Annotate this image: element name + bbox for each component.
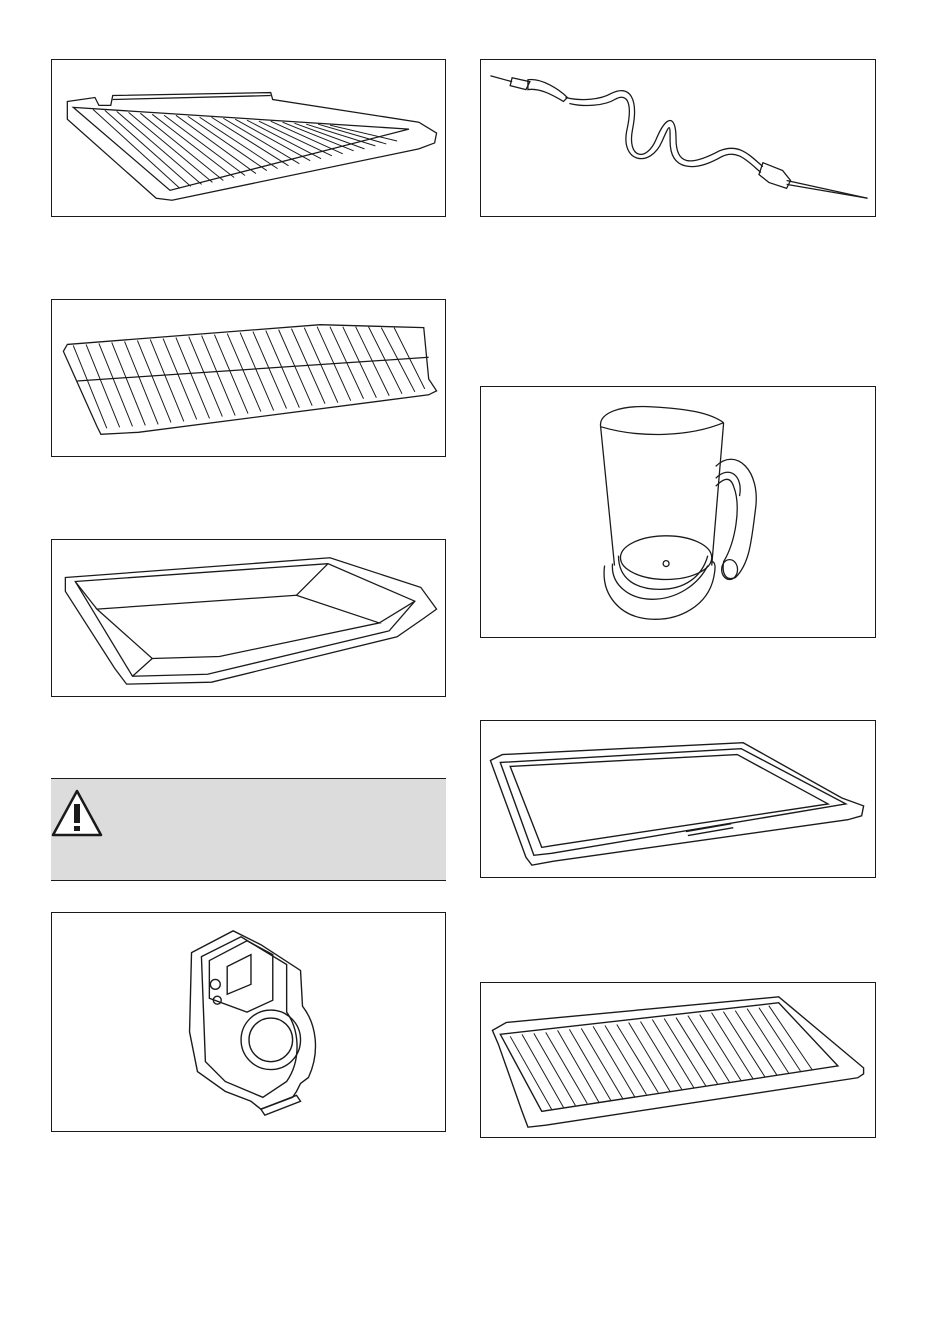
meat-probe-icon: [481, 60, 875, 216]
water-jug-icon: [481, 387, 875, 637]
deep-baking-tray-icon: [52, 540, 445, 696]
figure-deep-baking-tray: [51, 539, 446, 697]
warning-box: [51, 778, 446, 881]
figure-water-jug: [480, 386, 876, 638]
figure-wire-rack: [51, 299, 446, 457]
warning-triangle-icon: [51, 787, 103, 839]
figure-meat-probe: [480, 59, 876, 217]
rotisserie-clip-icon: [52, 913, 445, 1131]
grill-tray-rack-icon: [52, 60, 445, 216]
figure-flat-griddle-plate: [480, 720, 876, 878]
flat-griddle-plate-icon: [481, 721, 875, 877]
ribbed-grill-plate-icon: [481, 983, 875, 1137]
figure-grill-tray-rack: [51, 59, 446, 217]
figure-ribbed-grill-plate: [480, 982, 876, 1138]
figure-rotisserie-clip: [51, 912, 446, 1132]
wire-rack-icon: [52, 300, 445, 456]
